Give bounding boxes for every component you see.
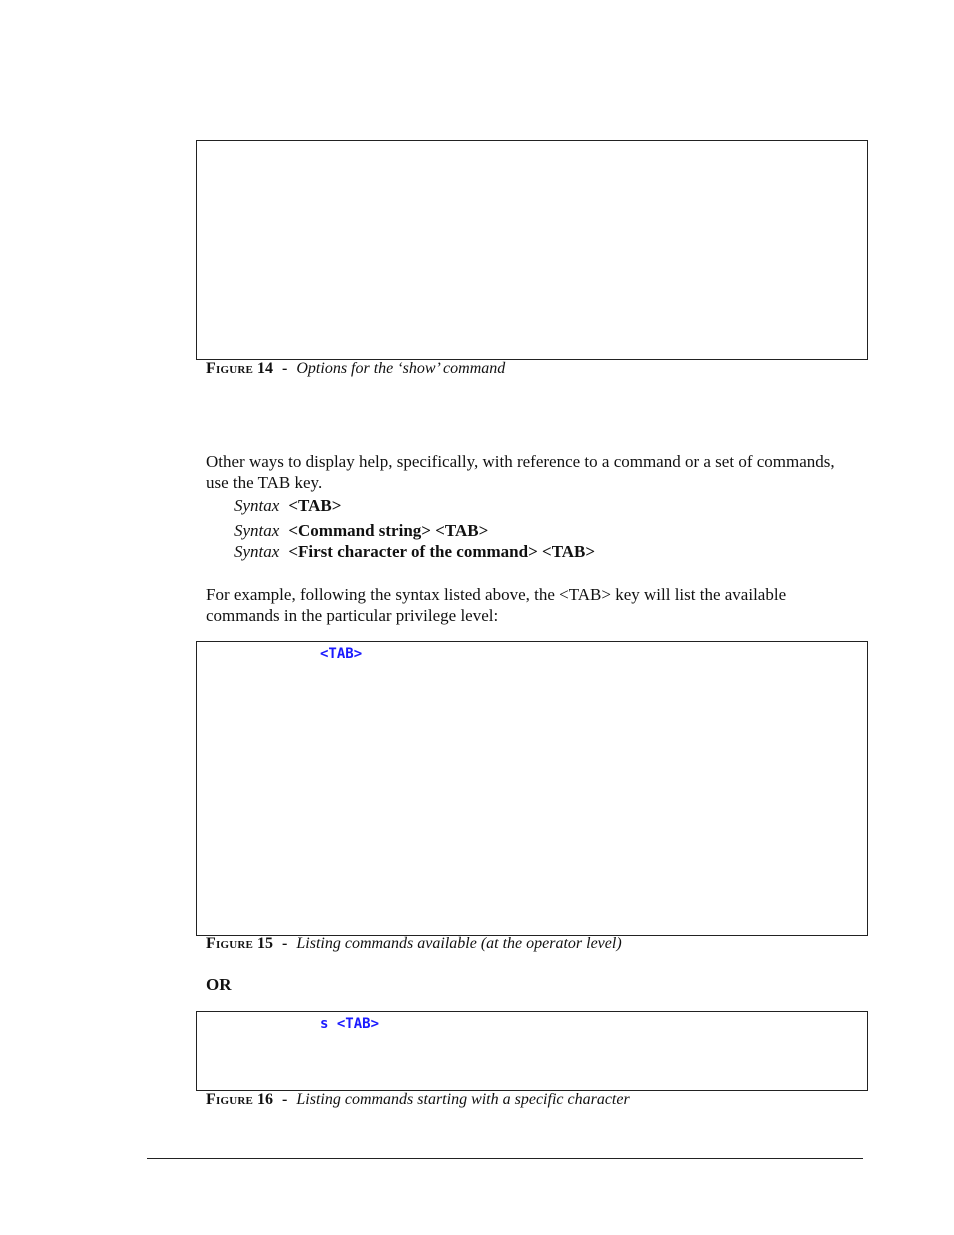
figure-number: 15 xyxy=(257,935,274,952)
syntax-value: <Command string> <TAB> xyxy=(288,521,489,540)
syntax-keyword: Syntax xyxy=(234,496,280,515)
figure-separator: - xyxy=(282,935,288,952)
figure-label: Figure xyxy=(206,935,254,952)
terminal-input-text: <TAB> xyxy=(320,646,363,662)
syntax-value: <First character of the command> <TAB> xyxy=(288,542,596,561)
figure-number: 16 xyxy=(257,1091,274,1108)
syntax-keyword: Syntax xyxy=(234,521,280,540)
terminal-input-text: s <TAB> xyxy=(320,1016,380,1032)
figure-label: Figure xyxy=(206,1091,254,1108)
figure-label: Figure xyxy=(206,360,254,377)
syntax-value: <TAB> xyxy=(288,496,342,515)
figure-title: Listing commands available (at the operator level) xyxy=(296,935,622,952)
syntax-line-first-character xyxy=(234,542,595,562)
figure-14-caption xyxy=(206,360,505,378)
figure-separator: - xyxy=(282,360,288,377)
figure-number: 14 xyxy=(257,360,274,377)
figure-15-caption xyxy=(206,935,622,953)
footer-divider xyxy=(147,1158,863,1159)
figure-title: Listing commands starting with a specific character xyxy=(296,1091,630,1108)
figure-16-caption xyxy=(206,1091,630,1109)
figure-15-terminal-box xyxy=(196,641,868,936)
figure-title: Options for the ‘show’ command xyxy=(296,360,506,377)
help-paragraph: Other ways to display help, specifically, with reference to a command or a set of commands, use the TAB key. xyxy=(206,452,835,492)
figure-separator: - xyxy=(282,1091,288,1108)
syntax-line-tab xyxy=(234,496,341,516)
figure-14-terminal-box xyxy=(196,140,868,360)
or-label: OR xyxy=(206,975,232,994)
example-paragraph: For example, following the syntax listed above, the <TAB> key will list the available commands in the particular privilege level: xyxy=(206,585,787,625)
syntax-line-command-string xyxy=(234,521,488,541)
figure-16-terminal-box xyxy=(196,1011,868,1091)
syntax-keyword: Syntax xyxy=(234,542,280,561)
